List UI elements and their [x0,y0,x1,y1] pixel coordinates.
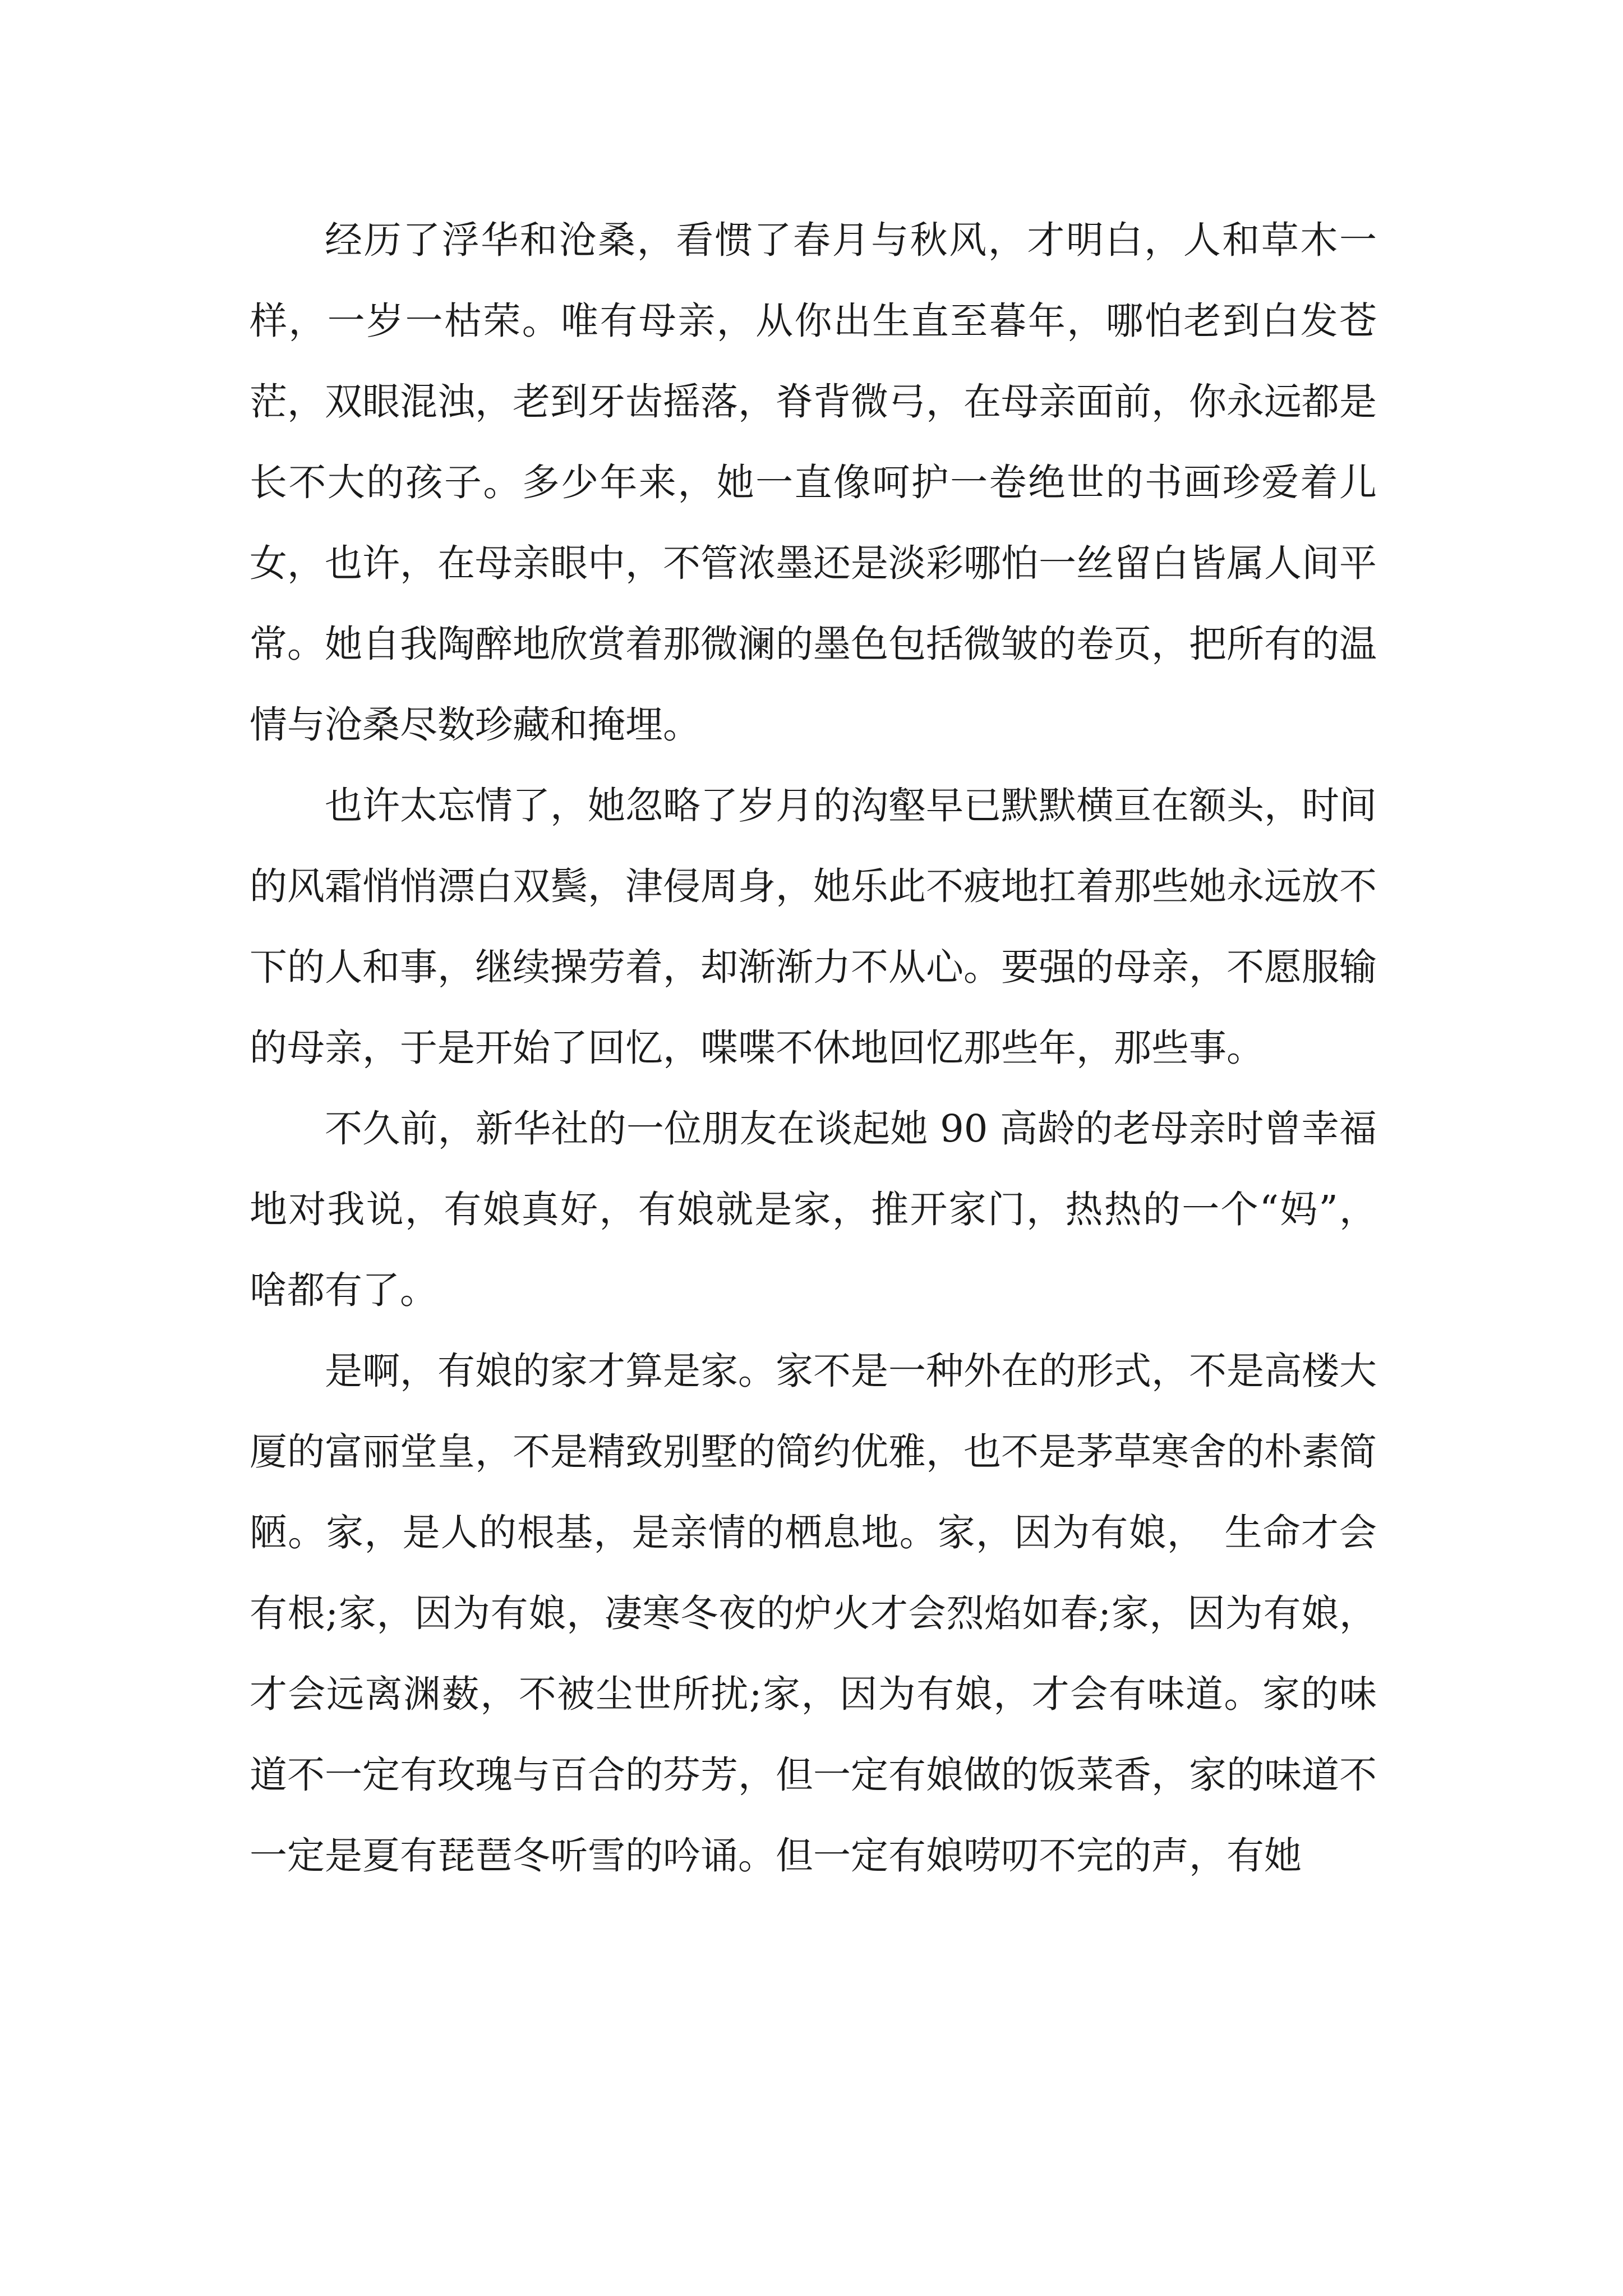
paragraph-1: 经历了浮华和沧桑，看惯了春月与秋风，才明白，人和草木一样，一岁一枯荣。唯有母亲，从你出生直至暮年，哪怕老到白发苍茫，双眼混浊，老到牙齿摇落，脊背微弓，在母亲面前，你永远都是长不大的孩子。多少年来，她一直像呵护一卷绝世的书画珍爱着儿女，也许，在母亲眼中，不管浓墨还是淡彩哪怕一丝留白皆属人间平常。她自我陶醉地欣赏着那微澜的墨色包括微皱的卷页，把所有的温情与沧桑尽数珍藏和掩埋。 [250,218,1377,747]
paragraph-2: 也许太忘情了，她忽略了岁月的沟壑早已默默横亘在额头，时间的风霜悄悄漂白双鬓，津侵周身，她乐此不疲地扛着那些她永远放不下的人和事，继续操劳着，却渐渐力不从心。要强的母亲，不愿服输的母亲，于是开始了回忆，喋喋不休地回忆那些年，那些事。 [250,784,1377,1070]
paragraph-4: 是啊，有娘的家才算是家。家不是一种外在的形式，不是高楼大厦的富丽堂皇，不是精致别墅的简约优雅，也不是茅草寒舍的朴素简陋。家，是人的根基，是亲情的栖息地。家，因为有娘， 生命才会有根;家，因为有娘，凄寒冬夜的炉火才会烈焰如春;家，因为有娘，才会远离渊薮，不被尘世所扰;家，因为有娘，才会有味道。家的味道不一定有玫瑰与百合的芬芳，但一定有娘做的饭菜香，家的味道不一定是夏有琵琶冬听雪的吟诵。但一定有娘唠叨不完的声，有她 [250,1349,1377,1878]
document-body [250,200,1377,1896]
paragraph-3: 不久前，新华社的一位朋友在谈起她 90 高龄的老母亲时曾幸福地对我说，有娘真好，有娘就是家，推开家门，热热的一个“妈”，啥都有了。 [250,1107,1377,1312]
